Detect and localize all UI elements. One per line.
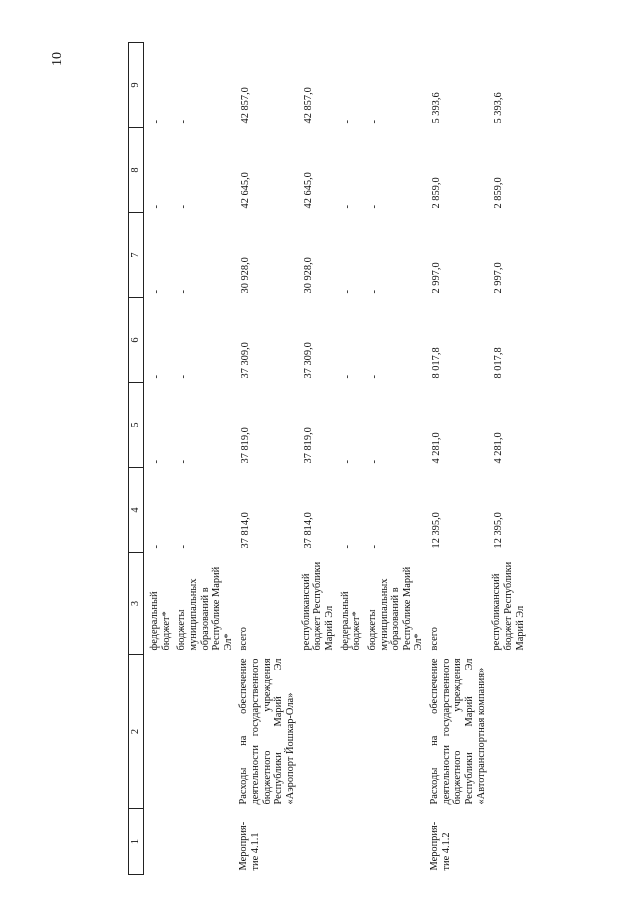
value-cell: - [341, 460, 353, 464]
value-cell: 37 819,0 [302, 427, 314, 464]
value-cell: 12 395,0 [431, 512, 443, 549]
value-cell: 4 281,0 [431, 432, 443, 464]
measure-cell: Мероприя-тие 4.1.2 [429, 821, 452, 871]
measure-cell [365, 809, 427, 875]
measure-cell [489, 809, 528, 875]
value-cell: 37 814,0 [302, 512, 314, 549]
column-header: 9 [129, 43, 144, 128]
value-cell: 5 393,6 [431, 92, 443, 124]
funding-source-cell: республиканский бюджет Республики Марий Эл [491, 561, 526, 651]
column-header: 1 [129, 809, 144, 875]
value-cell: - [178, 460, 190, 464]
value-cell: 2 997,0 [431, 262, 443, 294]
value-cell: 37 819,0 [240, 427, 252, 464]
funding-source-cell: республиканский бюджет Республики Марий Эл [300, 561, 335, 651]
measure-cell [147, 809, 174, 875]
measure-cell [338, 809, 365, 875]
value-cell: - [151, 205, 162, 209]
value-cell: - [341, 205, 353, 209]
table-row [427, 43, 489, 875]
value-cell: - [178, 290, 190, 294]
expenses-table [128, 42, 528, 875]
value-cell: - [368, 120, 380, 124]
value-cell: - [178, 545, 190, 549]
value-cell: 2 859,0 [431, 177, 443, 209]
description-cell [338, 655, 365, 809]
table-row [489, 43, 528, 875]
value-cell: 2 997,0 [493, 262, 505, 294]
value-cell: - [178, 375, 190, 379]
funding-source-cell: всего [238, 627, 250, 651]
description-cell [365, 655, 427, 809]
value-cell: 37 814,0 [240, 512, 252, 549]
value-cell: - [341, 120, 353, 124]
funding-source-cell: бюджеты муниципальных образований в Республике Марий Эл* [176, 566, 234, 651]
value-cell: - [151, 120, 162, 124]
description-cell: Расходы на обеспечение деятельности государственного бюджетного учреждения Республики Марий Эл «Аэропорт Йошкар-Ола» [238, 658, 297, 805]
column-header: 6 [129, 298, 144, 383]
value-cell: 42 857,0 [302, 87, 314, 124]
value-cell: 30 928,0 [302, 257, 314, 294]
value-cell: 5 393,6 [493, 92, 505, 124]
funding-source-cell: бюджеты муниципальных образований в Республике Марий Эл* [366, 566, 425, 651]
description-cell: Расходы на обеспечение деятельности государственного бюджетного учреждения Республики Марий Эл «Автотранспортная компания» [429, 658, 487, 805]
table-row [299, 43, 338, 875]
column-number-row [129, 43, 144, 875]
value-cell: - [368, 290, 380, 294]
value-cell: - [151, 290, 162, 294]
table-row [236, 43, 298, 875]
value-cell: 8 017,8 [431, 347, 443, 379]
description-cell [174, 655, 236, 809]
table-row [174, 43, 236, 875]
table-row [338, 43, 365, 875]
funding-source-cell: всего [429, 627, 441, 651]
value-cell: - [151, 545, 162, 549]
value-cell: 37 309,0 [240, 342, 252, 379]
measure-cell [174, 809, 236, 875]
page-number: 10 [50, 52, 65, 66]
description-cell [489, 655, 528, 809]
table-row [365, 43, 427, 875]
description-cell [299, 655, 338, 809]
value-cell: 12 395,0 [493, 512, 505, 549]
column-header: 5 [129, 383, 144, 468]
column-header: 2 [129, 655, 144, 809]
measure-cell [299, 809, 338, 875]
column-header: 4 [129, 468, 144, 553]
value-cell: - [368, 545, 380, 549]
description-cell [147, 655, 174, 809]
value-cell: - [151, 460, 162, 464]
value-cell: - [368, 205, 380, 209]
value-cell: - [178, 120, 190, 124]
value-cell: 42 645,0 [240, 172, 252, 209]
column-header: 8 [129, 128, 144, 213]
value-cell: 42 645,0 [302, 172, 314, 209]
value-cell: - [368, 375, 380, 379]
column-header: 3 [129, 553, 144, 655]
value-cell: - [341, 290, 353, 294]
funding-source-cell: федеральный бюджет* [339, 591, 363, 651]
value-cell: 37 309,0 [302, 342, 314, 379]
value-cell: - [341, 375, 353, 379]
value-cell: 2 859,0 [493, 177, 505, 209]
value-cell: 30 928,0 [240, 257, 252, 294]
column-header: 7 [129, 213, 144, 298]
value-cell: 8 017,8 [493, 347, 505, 379]
table-row [147, 43, 174, 875]
value-cell: - [341, 545, 353, 549]
value-cell: 4 281,0 [493, 432, 505, 464]
rotated-table-sheet [128, 43, 640, 875]
measure-cell: Мероприя-тие 4.1.1 [238, 821, 262, 871]
value-cell: - [151, 375, 162, 379]
funding-source-cell: федеральный бюджет* [149, 591, 172, 651]
value-cell: 42 857,0 [240, 87, 252, 124]
value-cell: - [178, 205, 190, 209]
value-cell: - [368, 460, 380, 464]
